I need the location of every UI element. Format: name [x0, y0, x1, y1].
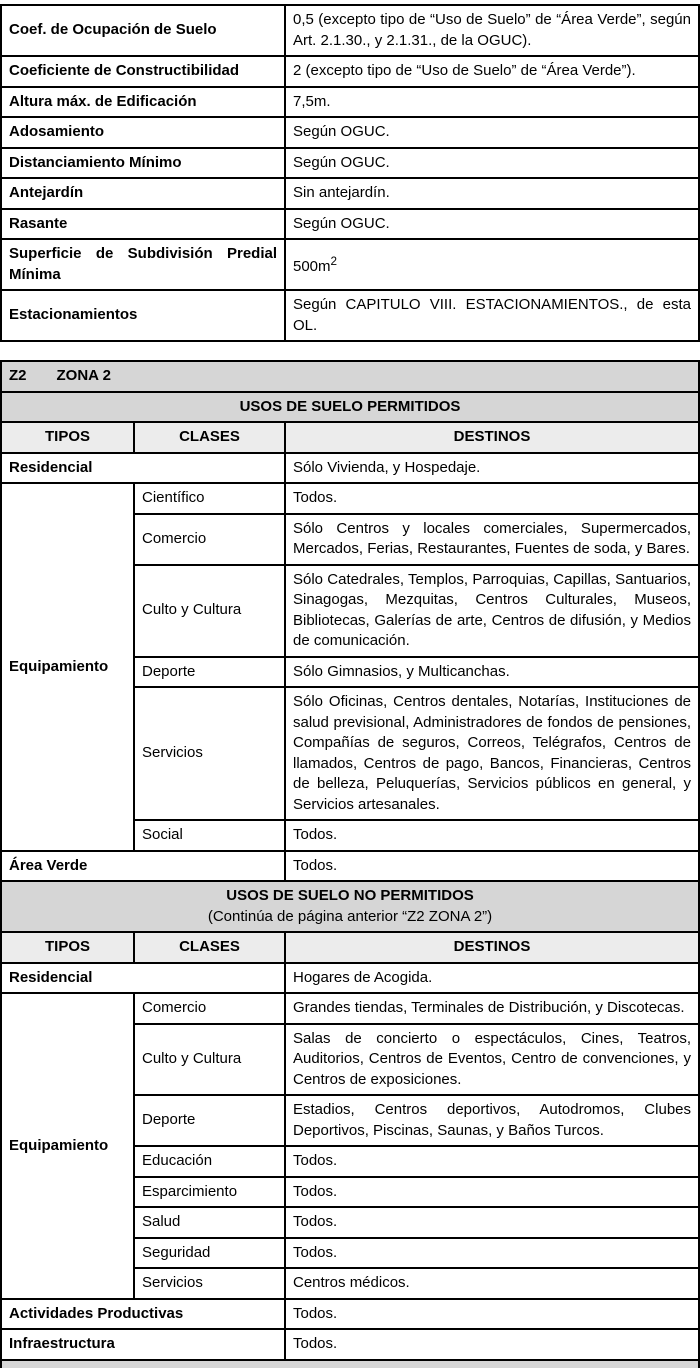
not-permitted-subtitle: (Continúa de página anterior “Z2 ZONA 2”) [207, 907, 493, 925]
param-label: Superficie de Subdivisión Predial Mínima [1, 239, 285, 290]
zone-header [1, 361, 699, 392]
clase-cell: Educación [134, 1146, 285, 1177]
col-header-clases: CLASES [134, 422, 285, 453]
destino-cell: Todos. [285, 1207, 699, 1238]
tipo-cell: Área Verde [1, 851, 285, 882]
tipo-cell: Residencial [1, 963, 285, 994]
destino-cell: Todos. [285, 483, 699, 514]
table-row [1, 56, 699, 87]
col-header-destinos: DESTINOS [285, 932, 699, 963]
destino-cell: Todos. [285, 1299, 699, 1330]
clase-cell: Social [134, 820, 285, 851]
col-header-destinos: DESTINOS [285, 422, 699, 453]
param-label: Coeficiente de Constructibilidad [1, 56, 285, 87]
clase-cell: Comercio [134, 514, 285, 565]
zone-code: Z2 [9, 367, 27, 384]
destino-cell: Todos. [285, 1238, 699, 1269]
col-header-tipos: TIPOS [1, 932, 134, 963]
clase-cell: Deporte [134, 657, 285, 688]
destino-cell: Sólo Oficinas, Centros dentales, Notarías, Instituciones de salud previsional, Administradores de fondos de pensiones, Compañías de seguros, Correos, Telégrafos, Centros de llamados, Centros de pago, Bancos, Financieras, Centros de belleza, Peluquerías, Servicios públicos en general, y Servicios artesanales. [285, 687, 699, 820]
table-row [1, 1329, 699, 1360]
table-row [1, 5, 699, 56]
destino-cell: Sólo Vivienda, y Hospedaje. [285, 453, 699, 484]
not-permitted-title: USOS DE SUELO NO PERMITIDOS [226, 887, 474, 904]
not-permitted-section-row [1, 881, 699, 932]
tipo-cell: Actividades Productivas [1, 1299, 285, 1330]
destino-cell: Sólo Centros y locales comerciales, Supermercados, Mercados, Ferias, Restaurantes, Fuentes de soda, y Bares. [285, 514, 699, 565]
clase-cell: Seguridad [134, 1238, 285, 1269]
tipo-cell: Residencial [1, 453, 285, 484]
param-label: Adosamiento [1, 117, 285, 148]
destino-cell: Todos. [285, 1146, 699, 1177]
param-label: Altura máx. de Edificación [1, 87, 285, 118]
param-value: Según OGUC. [285, 117, 699, 148]
destino-cell: Sólo Catedrales, Templos, Parroquias, Capillas, Santuarios, Sinagogas, Mezquitas, Centros Culturales, Museos, Bibliotecas, Galerías de arte, Centros de difusión, y Medios de comunicación. [285, 565, 699, 657]
table-gap [0, 342, 700, 360]
col-header-tipos: TIPOS [1, 422, 134, 453]
param-value: Sin antejardín. [285, 178, 699, 209]
destino-cell: Todos. [285, 851, 699, 882]
clase-cell: Servicios [134, 1268, 285, 1299]
clase-cell: Comercio [134, 993, 285, 1024]
param-value: Según OGUC. [285, 148, 699, 179]
table-row [1, 290, 699, 341]
table-row [1, 453, 699, 484]
table-row [1, 178, 699, 209]
destino-cell: Hogares de Acogida. [285, 963, 699, 994]
param-value: 7,5m. [285, 87, 699, 118]
column-header-row [1, 932, 699, 963]
table-row [1, 483, 699, 514]
param-label: Coef. de Ocupación de Suelo [1, 5, 285, 56]
destino-cell: Todos. [285, 1177, 699, 1208]
table-row [1, 239, 699, 290]
param-label: Distanciamiento Mínimo [1, 148, 285, 179]
tipo-cell-equipamiento: Equipamiento [1, 993, 134, 1299]
destino-cell: Todos. [285, 1329, 699, 1360]
clase-cell: Servicios [134, 687, 285, 820]
tipo-cell: Infraestructura [1, 1329, 285, 1360]
zone2-uses-table [0, 360, 700, 1361]
permitted-section-row [1, 392, 699, 423]
destino-cell: Centros médicos. [285, 1268, 699, 1299]
param-label: Estacionamientos [1, 290, 285, 341]
table-row [1, 963, 699, 994]
table-row [1, 993, 699, 1024]
table-row [1, 117, 699, 148]
zone-name: ZONA 2 [56, 367, 111, 384]
zone-header-row [1, 361, 699, 392]
param-value: Según OGUC. [285, 209, 699, 240]
superscript-2: 2 [330, 254, 338, 268]
clase-cell: Culto y Cultura [134, 565, 285, 657]
destino-cell: Grandes tiendas, Terminales de Distribución, y Discotecas. [285, 993, 699, 1024]
column-header-row [1, 422, 699, 453]
table-row [1, 1299, 699, 1330]
destino-cell: Estadios, Centros deportivos, Autodromos, Clubes Deportivos, Piscinas, Saunas, y Baños Turcos. [285, 1095, 699, 1146]
clase-cell: Salud [134, 1207, 285, 1238]
param-value: 2 (excepto tipo de “Uso de Suelo” de “Área Verde”). [285, 56, 699, 87]
permitted-title: USOS DE SUELO PERMITIDOS [1, 392, 699, 423]
param-label: Antejardín [1, 178, 285, 209]
param-value: 0,5 (excepto tipo de “Uso de Suelo” de “Área Verde”, según Art. 2.1.30., y 2.1.31., de la OGUC). [285, 5, 699, 56]
clase-cell: Esparcimiento [134, 1177, 285, 1208]
col-header-clases: CLASES [134, 932, 285, 963]
area-value: 500m [293, 257, 331, 275]
destino-cell: Sólo Gimnasios, y Multicanchas. [285, 657, 699, 688]
table-row [1, 851, 699, 882]
clase-cell: Culto y Cultura [134, 1024, 285, 1096]
param-label: Rasante [1, 209, 285, 240]
table-row [1, 87, 699, 118]
destino-cell: Salas de concierto o espectáculos, Cines, Teatros, Auditorios, Centros de Eventos, Centro de convenciones, y Centros de exposiciones. [285, 1024, 699, 1096]
destino-cell: Todos. [285, 820, 699, 851]
zone-parameters-table [0, 4, 700, 342]
clase-cell: Deporte [134, 1095, 285, 1146]
clase-cell: Científico [134, 483, 285, 514]
next-row-partial [0, 1361, 700, 1368]
tipo-cell-equipamiento: Equipamiento [1, 483, 134, 851]
table-row [1, 209, 699, 240]
param-value: Según CAPITULO VIII. ESTACIONAMIENTOS., de esta OL. [285, 290, 699, 341]
not-permitted-header [1, 881, 699, 932]
table-row [1, 148, 699, 179]
param-value [285, 239, 699, 290]
